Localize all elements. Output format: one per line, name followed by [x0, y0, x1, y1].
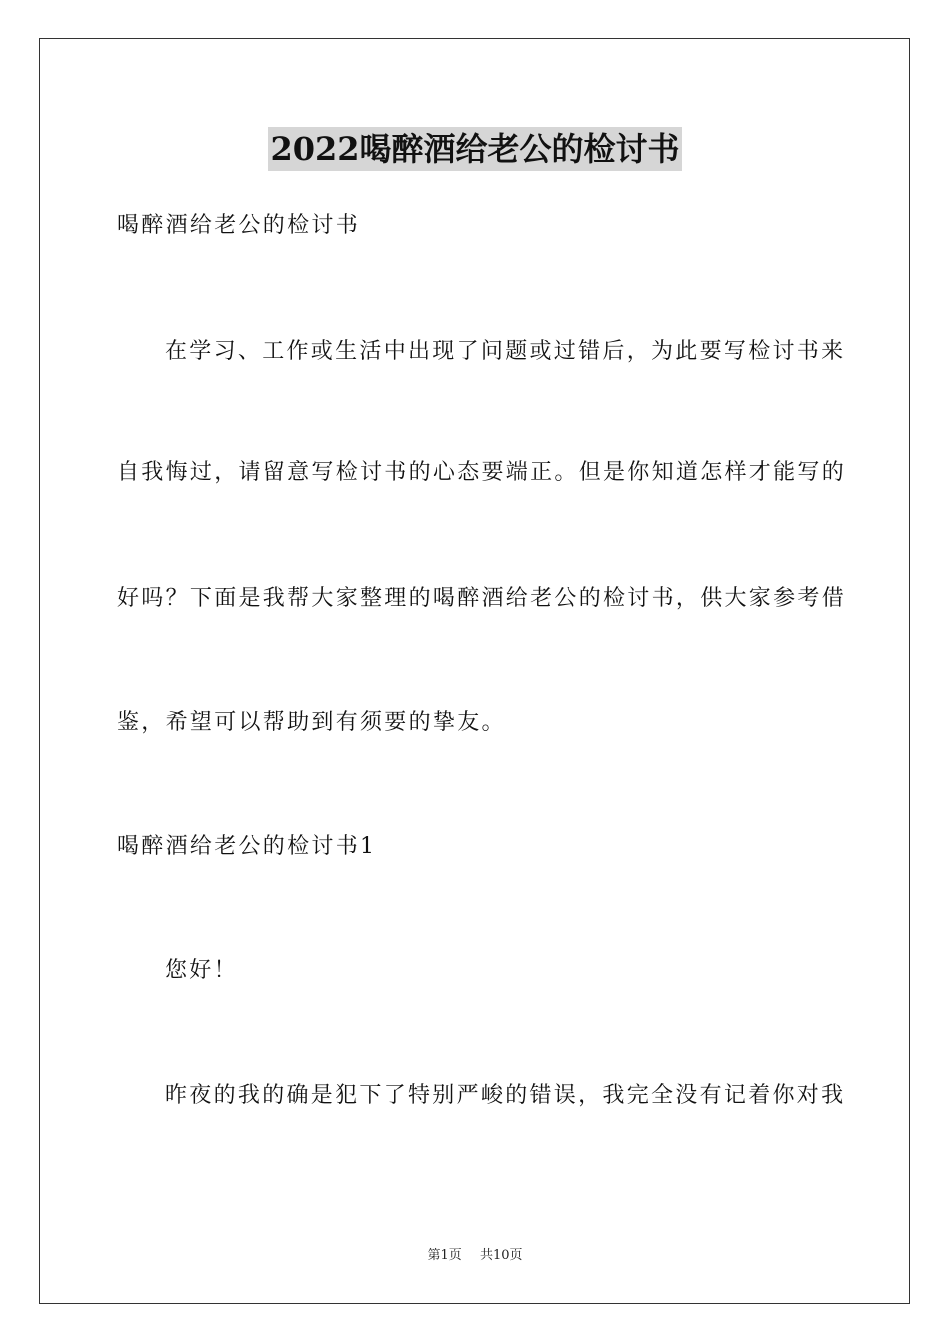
section-heading: 喝醉酒给老公的检讨书1 [117, 834, 377, 859]
paragraph-line: 在学习、工作或生活中出现了问题或过错后，为此要写检讨书来 [165, 339, 846, 364]
greeting-line: 您好！ [165, 958, 238, 983]
page-number-total: 共10页 [479, 1248, 523, 1263]
paragraph-line: 昨夜的我的确是犯下了特别严峻的错误，我完全没有记着你对我 [165, 1083, 846, 1108]
page-number-current: 第1页 [427, 1248, 462, 1263]
page-footer [0, 1247, 950, 1265]
document-title: 2022喝醉酒给老公的检讨书 [268, 127, 681, 171]
title-wrap [0, 127, 950, 171]
paragraph-line: 自我悔过，请留意写检讨书的心态要端正。但是你知道怎样才能写的 [117, 460, 847, 485]
paragraph-line: 好吗？下面是我帮大家整理的喝醉酒给老公的检讨书，供大家参考借 [117, 586, 847, 611]
subtitle-line: 喝醉酒给老公的检讨书 [117, 213, 361, 238]
paragraph-line: 鉴，希望可以帮助到有须要的挚友。 [117, 710, 506, 735]
